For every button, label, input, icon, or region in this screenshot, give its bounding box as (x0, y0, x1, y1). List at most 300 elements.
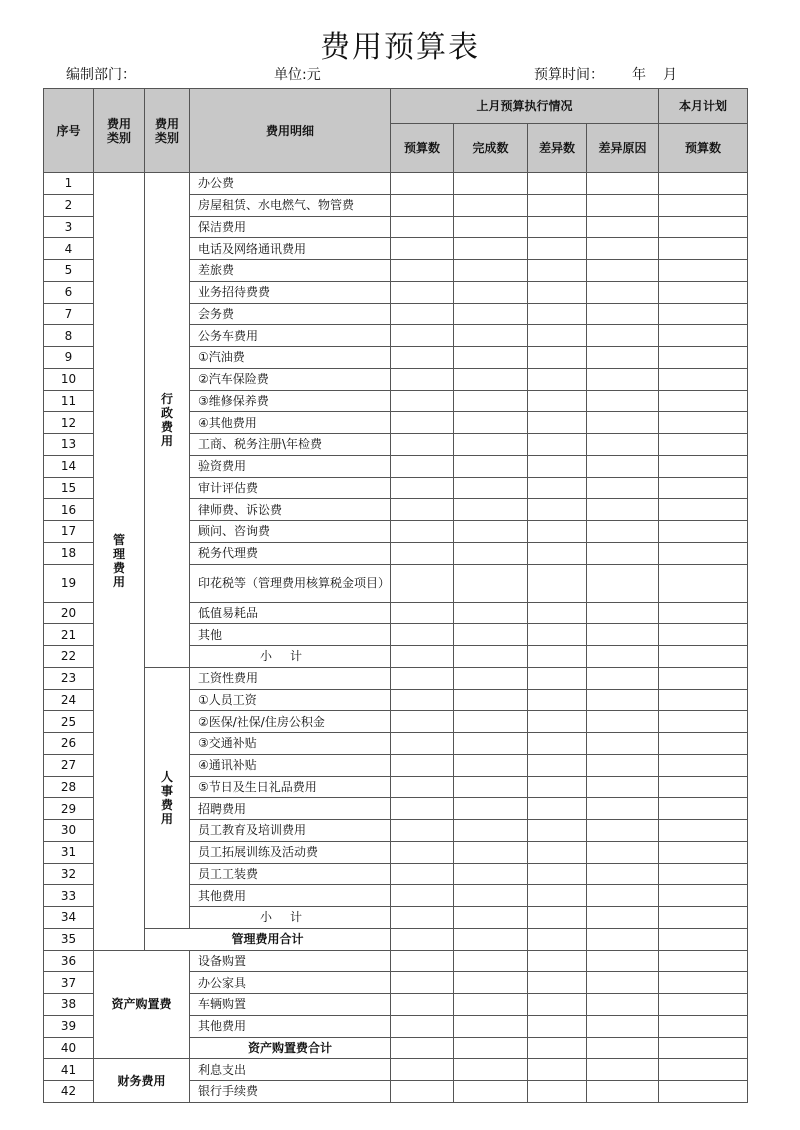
cell-variance[interactable] (528, 1037, 587, 1059)
row-number: 6 (44, 281, 94, 303)
cell-variance-reason[interactable] (587, 863, 659, 885)
cell-plan-budget[interactable] (659, 1037, 748, 1059)
table-row (44, 950, 748, 972)
cell-plan-budget[interactable] (659, 711, 748, 733)
cell-variance-reason[interactable] (587, 950, 659, 972)
cell-variance[interactable] (528, 173, 587, 195)
row-number: 41 (44, 1059, 94, 1081)
cell-variance-reason[interactable] (587, 754, 659, 776)
cell-variance-reason[interactable] (587, 303, 659, 325)
cell-budget[interactable] (391, 798, 454, 820)
row-number: 11 (44, 390, 94, 412)
cell-variance-reason[interactable] (587, 412, 659, 434)
cell-budget[interactable] (391, 841, 454, 863)
cell-budget[interactable] (391, 564, 454, 602)
cell-variance-reason[interactable] (587, 216, 659, 238)
cell-variance[interactable] (528, 820, 587, 842)
row-number: 15 (44, 477, 94, 499)
cell-completed[interactable] (454, 477, 528, 499)
col-detail-header: 费用明细 (190, 89, 391, 173)
row-number: 37 (44, 972, 94, 994)
cell-plan-budget[interactable] (659, 564, 748, 602)
cell-completed[interactable] (454, 434, 528, 456)
col-cat1-header: 费用 类别 (94, 89, 145, 173)
cell-plan-budget[interactable] (659, 303, 748, 325)
row-number: 14 (44, 455, 94, 477)
cell-plan-budget[interactable] (659, 477, 748, 499)
cell-plan-budget[interactable] (659, 907, 748, 929)
total-assets: 资产购置费合计 (190, 1037, 391, 1059)
cell-variance-reason[interactable] (587, 820, 659, 842)
cell-variance[interactable] (528, 260, 587, 282)
cell-variance-reason[interactable] (587, 907, 659, 929)
cell-budget[interactable] (391, 624, 454, 646)
cell-budget[interactable] (391, 303, 454, 325)
row-number: 33 (44, 885, 94, 907)
cell-budget[interactable] (391, 390, 454, 412)
cell-plan-budget[interactable] (659, 841, 748, 863)
row-number: 38 (44, 994, 94, 1016)
cell-plan-budget[interactable] (659, 798, 748, 820)
cell-budget[interactable] (391, 885, 454, 907)
cell-variance-reason[interactable] (587, 994, 659, 1016)
total-management: 管理费用合计 (145, 928, 391, 950)
cell-budget[interactable] (391, 733, 454, 755)
month-label: 月 (663, 67, 677, 83)
cell-completed[interactable] (454, 602, 528, 624)
table-row (44, 173, 748, 195)
col-variance-header: 差异数 (528, 124, 587, 173)
cell-budget[interactable] (391, 972, 454, 994)
cell-variance-reason[interactable] (587, 733, 659, 755)
cell-variance[interactable] (528, 950, 587, 972)
table-row (44, 1059, 748, 1081)
row-number: 23 (44, 667, 94, 689)
cell-variance-reason[interactable] (587, 542, 659, 564)
row-number: 42 (44, 1081, 94, 1103)
expense-detail: 验资费用 (190, 455, 391, 477)
expense-detail: ④其他费用 (190, 412, 391, 434)
cell-variance[interactable] (528, 646, 587, 668)
cell-variance[interactable] (528, 521, 587, 543)
cell-variance[interactable] (528, 434, 587, 456)
cell-variance[interactable] (528, 477, 587, 499)
cell-variance-reason[interactable] (587, 521, 659, 543)
cell-variance-reason[interactable] (587, 1059, 659, 1081)
cell-variance[interactable] (528, 928, 587, 950)
cell-plan-budget[interactable] (659, 689, 748, 711)
cell-variance-reason[interactable] (587, 711, 659, 733)
cell-budget[interactable] (391, 863, 454, 885)
expense-detail: 利息支出 (190, 1059, 391, 1081)
cell-completed[interactable] (454, 238, 528, 260)
row-number: 17 (44, 521, 94, 543)
cell-plan-budget[interactable] (659, 1059, 748, 1081)
cell-variance-reason[interactable] (587, 368, 659, 390)
cell-budget[interactable] (391, 238, 454, 260)
cell-completed[interactable] (454, 646, 528, 668)
cell-plan-budget[interactable] (659, 950, 748, 972)
cell-variance[interactable] (528, 667, 587, 689)
cell-completed[interactable] (454, 863, 528, 885)
cell-variance[interactable] (528, 733, 587, 755)
cell-budget[interactable] (391, 1059, 454, 1081)
cell-budget[interactable] (391, 820, 454, 842)
page-title: 费用预算表 (320, 30, 480, 65)
cell-variance-reason[interactable] (587, 564, 659, 602)
row-number: 4 (44, 238, 94, 260)
cell-variance[interactable] (528, 238, 587, 260)
cell-variance-reason[interactable] (587, 238, 659, 260)
cell-budget[interactable] (391, 412, 454, 434)
cell-plan-budget[interactable] (659, 542, 748, 564)
cell-completed[interactable] (454, 733, 528, 755)
cell-completed[interactable] (454, 194, 528, 216)
cell-completed[interactable] (454, 173, 528, 195)
cell-completed[interactable] (454, 711, 528, 733)
cell-plan-budget[interactable] (659, 434, 748, 456)
cell-budget[interactable] (391, 194, 454, 216)
cell-completed[interactable] (454, 798, 528, 820)
expense-detail: ②医保/社保/住房公积金 (190, 711, 391, 733)
cell-completed[interactable] (454, 390, 528, 412)
cell-completed[interactable] (454, 972, 528, 994)
cell-variance-reason[interactable] (587, 646, 659, 668)
cell-variance[interactable] (528, 863, 587, 885)
row-number: 13 (44, 434, 94, 456)
subtotal-label: 小计 (190, 907, 391, 929)
cell-budget[interactable] (391, 1081, 454, 1103)
row-number: 29 (44, 798, 94, 820)
cell-completed[interactable] (454, 260, 528, 282)
expense-detail: 办公家具 (190, 972, 391, 994)
cell-budget[interactable] (391, 216, 454, 238)
cell-plan-budget[interactable] (659, 238, 748, 260)
expense-detail: ①人员工资 (190, 689, 391, 711)
cell-variance[interactable] (528, 994, 587, 1016)
cell-plan-budget[interactable] (659, 1081, 748, 1103)
col-cat2-header: 费用 类别 (145, 89, 190, 173)
row-number: 35 (44, 928, 94, 950)
cell-variance-reason[interactable] (587, 798, 659, 820)
cell-variance-reason[interactable] (587, 390, 659, 412)
cell-budget[interactable] (391, 260, 454, 282)
cell-plan-budget[interactable] (659, 412, 748, 434)
cell-completed[interactable] (454, 455, 528, 477)
cell-completed[interactable] (454, 325, 528, 347)
cell-budget[interactable] (391, 1015, 454, 1037)
cell-variance[interactable] (528, 216, 587, 238)
row-number: 40 (44, 1037, 94, 1059)
cell-plan-budget[interactable] (659, 885, 748, 907)
expense-detail: ③维修保养费 (190, 390, 391, 412)
row-number: 39 (44, 1015, 94, 1037)
cell-variance[interactable] (528, 602, 587, 624)
cell-plan-budget[interactable] (659, 624, 748, 646)
year-label: 年 (632, 67, 646, 83)
cell-budget[interactable] (391, 1037, 454, 1059)
row-number: 30 (44, 820, 94, 842)
cell-plan-budget[interactable] (659, 754, 748, 776)
unit-label: 单位:元 (274, 67, 321, 83)
cell-variance[interactable] (528, 194, 587, 216)
row-number: 1 (44, 173, 94, 195)
row-number: 34 (44, 907, 94, 929)
cell-plan-budget[interactable] (659, 390, 748, 412)
cell-completed[interactable] (454, 281, 528, 303)
cell-completed[interactable] (454, 1081, 528, 1103)
subtotal-label: 小计 (190, 646, 391, 668)
expense-detail: 其他 (190, 624, 391, 646)
cell-variance[interactable] (528, 564, 587, 602)
cell-variance-reason[interactable] (587, 972, 659, 994)
cell-completed[interactable] (454, 820, 528, 842)
cell-budget[interactable] (391, 499, 454, 521)
cell-variance[interactable] (528, 542, 587, 564)
expense-detail: 审计评估费 (190, 477, 391, 499)
cell-budget[interactable] (391, 434, 454, 456)
cell-variance[interactable] (528, 624, 587, 646)
cell-variance-reason[interactable] (587, 624, 659, 646)
row-number: 7 (44, 303, 94, 325)
cell-budget[interactable] (391, 928, 454, 950)
cell-variance-reason[interactable] (587, 928, 659, 950)
department-label: 编制部门： (66, 67, 136, 83)
cell-variance[interactable] (528, 281, 587, 303)
cell-plan-budget[interactable] (659, 1015, 748, 1037)
cell-budget[interactable] (391, 776, 454, 798)
cell-variance-reason[interactable] (587, 885, 659, 907)
group-management: 管 理 费 用 (94, 173, 145, 951)
cell-variance-reason[interactable] (587, 841, 659, 863)
cell-variance-reason[interactable] (587, 281, 659, 303)
cell-budget[interactable] (391, 602, 454, 624)
cell-budget[interactable] (391, 754, 454, 776)
cell-budget[interactable] (391, 950, 454, 972)
cell-budget[interactable] (391, 477, 454, 499)
cell-variance[interactable] (528, 1059, 587, 1081)
cell-variance-reason[interactable] (587, 776, 659, 798)
cell-variance-reason[interactable] (587, 602, 659, 624)
cell-budget[interactable] (391, 521, 454, 543)
cell-variance[interactable] (528, 1015, 587, 1037)
cell-variance[interactable] (528, 689, 587, 711)
cell-plan-budget[interactable] (659, 281, 748, 303)
expense-detail: 业务招待费费 (190, 281, 391, 303)
expense-detail: 顾问、咨询费 (190, 521, 391, 543)
cell-plan-budget[interactable] (659, 499, 748, 521)
cell-plan-budget[interactable] (659, 216, 748, 238)
expense-detail: 员工教育及培训费用 (190, 820, 391, 842)
cell-completed[interactable] (454, 412, 528, 434)
row-number: 8 (44, 325, 94, 347)
cell-completed[interactable] (454, 1015, 528, 1037)
cell-variance-reason[interactable] (587, 689, 659, 711)
expense-detail: 低值易耗品 (190, 602, 391, 624)
cell-variance[interactable] (528, 972, 587, 994)
cell-plan-budget[interactable] (659, 455, 748, 477)
row-number: 18 (44, 542, 94, 564)
cell-variance-reason[interactable] (587, 477, 659, 499)
cell-plan-budget[interactable] (659, 325, 748, 347)
cell-completed[interactable] (454, 347, 528, 369)
row-number: 32 (44, 863, 94, 885)
cell-plan-budget[interactable] (659, 602, 748, 624)
cell-variance-reason[interactable] (587, 260, 659, 282)
cell-plan-budget[interactable] (659, 347, 748, 369)
cell-completed[interactable] (454, 542, 528, 564)
row-number: 31 (44, 841, 94, 863)
cell-variance[interactable] (528, 754, 587, 776)
row-number: 5 (44, 260, 94, 282)
cell-plan-budget[interactable] (659, 994, 748, 1016)
cell-budget[interactable] (391, 646, 454, 668)
expense-detail: ②汽车保险费 (190, 368, 391, 390)
col-plan-budget-header: 预算数 (659, 124, 748, 173)
group-admin: 行 政 费 用 (145, 173, 190, 668)
cell-completed[interactable] (454, 667, 528, 689)
cell-variance[interactable] (528, 711, 587, 733)
cell-plan-budget[interactable] (659, 667, 748, 689)
cell-completed[interactable] (454, 303, 528, 325)
cell-completed[interactable] (454, 499, 528, 521)
expense-detail: 员工工装费 (190, 863, 391, 885)
cell-completed[interactable] (454, 885, 528, 907)
cell-plan-budget[interactable] (659, 776, 748, 798)
cell-completed[interactable] (454, 521, 528, 543)
cell-budget[interactable] (391, 667, 454, 689)
expense-detail: 保洁费用 (190, 216, 391, 238)
row-number: 24 (44, 689, 94, 711)
cell-variance-reason[interactable] (587, 434, 659, 456)
expense-detail: ③交通补贴 (190, 733, 391, 755)
cell-budget[interactable] (391, 368, 454, 390)
cell-variance-reason[interactable] (587, 173, 659, 195)
cell-variance[interactable] (528, 907, 587, 929)
expense-detail: ④通讯补贴 (190, 754, 391, 776)
row-number: 16 (44, 499, 94, 521)
cell-completed[interactable] (454, 907, 528, 929)
cell-budget[interactable] (391, 455, 454, 477)
cell-variance-reason[interactable] (587, 325, 659, 347)
cell-completed[interactable] (454, 841, 528, 863)
cell-completed[interactable] (454, 950, 528, 972)
cell-variance[interactable] (528, 303, 587, 325)
cell-budget[interactable] (391, 542, 454, 564)
cell-budget[interactable] (391, 907, 454, 929)
cell-variance-reason[interactable] (587, 499, 659, 521)
cell-variance[interactable] (528, 1081, 587, 1103)
cell-completed[interactable] (454, 564, 528, 602)
expense-detail: 其他费用 (190, 1015, 391, 1037)
cell-completed[interactable] (454, 754, 528, 776)
expense-detail: 税务代理费 (190, 542, 391, 564)
cell-plan-budget[interactable] (659, 863, 748, 885)
expense-detail: 差旅费 (190, 260, 391, 282)
col-budget-header: 预算数 (391, 124, 454, 173)
cell-completed[interactable] (454, 216, 528, 238)
cell-variance-reason[interactable] (587, 347, 659, 369)
cell-variance-reason[interactable] (587, 1081, 659, 1103)
cell-variance[interactable] (528, 885, 587, 907)
cell-budget[interactable] (391, 325, 454, 347)
cell-completed[interactable] (454, 994, 528, 1016)
cell-variance[interactable] (528, 412, 587, 434)
cell-variance-reason[interactable] (587, 455, 659, 477)
cell-variance[interactable] (528, 455, 587, 477)
cell-completed[interactable] (454, 776, 528, 798)
cell-plan-budget[interactable] (659, 521, 748, 543)
expense-detail: 电话及网络通讯费用 (190, 238, 391, 260)
row-number: 27 (44, 754, 94, 776)
row-number: 12 (44, 412, 94, 434)
cell-budget[interactable] (391, 994, 454, 1016)
expense-detail: 设备购置 (190, 950, 391, 972)
row-number: 3 (44, 216, 94, 238)
cell-variance[interactable] (528, 390, 587, 412)
cell-variance-reason[interactable] (587, 667, 659, 689)
cell-variance-reason[interactable] (587, 194, 659, 216)
cell-variance[interactable] (528, 776, 587, 798)
cell-budget[interactable] (391, 689, 454, 711)
cell-completed[interactable] (454, 1059, 528, 1081)
budget-time-label: 预算时间： (534, 67, 604, 83)
col-variance-reason-header: 差异原因 (587, 124, 659, 173)
cell-completed[interactable] (454, 368, 528, 390)
cell-plan-budget[interactable] (659, 928, 748, 950)
cell-plan-budget[interactable] (659, 733, 748, 755)
row-number: 2 (44, 194, 94, 216)
cell-completed[interactable] (454, 624, 528, 646)
cell-plan-budget[interactable] (659, 972, 748, 994)
cell-completed[interactable] (454, 689, 528, 711)
cell-variance[interactable] (528, 368, 587, 390)
cell-budget[interactable] (391, 281, 454, 303)
cell-variance[interactable] (528, 798, 587, 820)
expense-detail: 其他费用 (190, 885, 391, 907)
budget-table (43, 88, 748, 1103)
cell-variance[interactable] (528, 499, 587, 521)
row-number: 20 (44, 602, 94, 624)
cell-plan-budget[interactable] (659, 368, 748, 390)
col-seq-header: 序号 (44, 89, 94, 173)
cell-budget[interactable] (391, 347, 454, 369)
cell-plan-budget[interactable] (659, 194, 748, 216)
cell-completed[interactable] (454, 1037, 528, 1059)
expense-detail: 会务费 (190, 303, 391, 325)
expense-detail: 公务车费用 (190, 325, 391, 347)
cell-budget[interactable] (391, 173, 454, 195)
cell-variance-reason[interactable] (587, 1015, 659, 1037)
group-finance: 财务费用 (94, 1059, 190, 1103)
expense-detail: 工商、税务注册\年检费 (190, 434, 391, 456)
row-number: 26 (44, 733, 94, 755)
cell-completed[interactable] (454, 928, 528, 950)
row-number: 19 (44, 564, 94, 602)
cell-variance[interactable] (528, 347, 587, 369)
cell-variance[interactable] (528, 841, 587, 863)
cell-plan-budget[interactable] (659, 820, 748, 842)
expense-detail: 车辆购置 (190, 994, 391, 1016)
cell-variance-reason[interactable] (587, 1037, 659, 1059)
expense-detail: 员工拓展训练及活动费 (190, 841, 391, 863)
cell-plan-budget[interactable] (659, 173, 748, 195)
cell-variance[interactable] (528, 325, 587, 347)
expense-detail: ⑤节日及生日礼品费用 (190, 776, 391, 798)
cell-plan-budget[interactable] (659, 260, 748, 282)
cell-plan-budget[interactable] (659, 646, 748, 668)
cell-budget[interactable] (391, 711, 454, 733)
